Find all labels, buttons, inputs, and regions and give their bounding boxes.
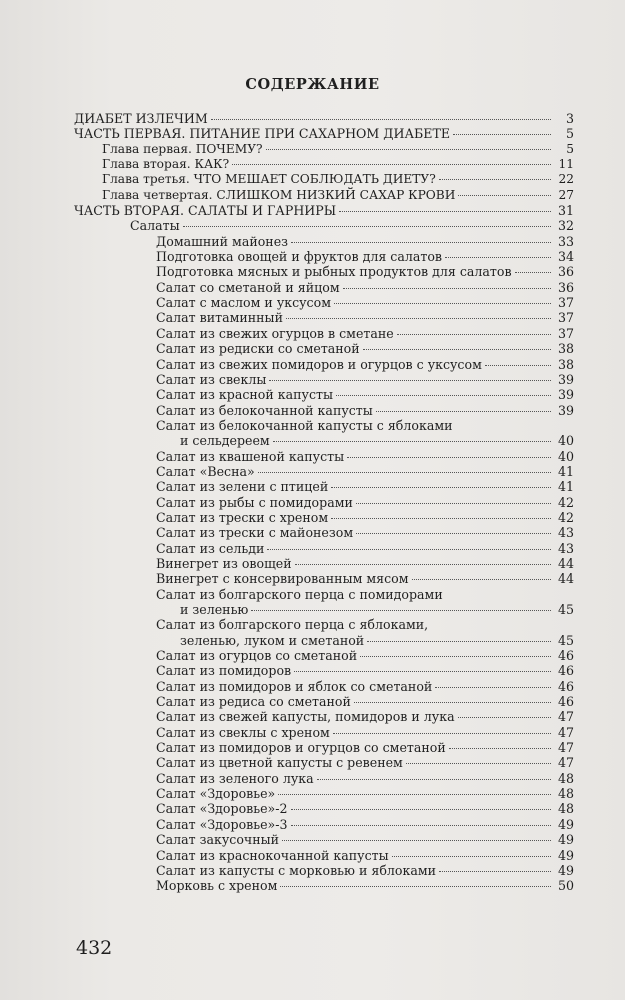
toc-entry xyxy=(74,142,574,157)
toc-entry-label: Винегрет с консервированным мясом xyxy=(156,571,409,587)
toc-entry-page: 47 xyxy=(557,724,574,740)
toc-entry-label: Подготовка овощей и фруктов для салатов xyxy=(156,249,442,265)
toc-entry xyxy=(74,464,574,479)
toc-entry xyxy=(74,571,574,586)
toc-entry-page: 49 xyxy=(557,832,574,848)
dot-leader xyxy=(286,317,551,319)
toc-entry-label: Салат из зелени с птицей xyxy=(156,479,329,495)
toc-entry-page: 40 xyxy=(557,433,574,449)
toc-entry xyxy=(74,602,574,617)
toc-entry-page: 40 xyxy=(557,448,574,464)
toc-entry xyxy=(74,310,574,325)
toc-entry-page: 47 xyxy=(557,755,574,771)
toc-entry-label: Салаты xyxy=(130,218,180,234)
toc-entry xyxy=(74,433,574,448)
toc-entry-page: 45 xyxy=(557,602,574,617)
toc-entry-page: 36 xyxy=(557,264,574,280)
toc-entry-page: 33 xyxy=(557,233,574,249)
toc-entry-label: Салат из огурцов со сметаной xyxy=(156,648,358,664)
dot-leader xyxy=(343,287,551,289)
toc-entry-page: 22 xyxy=(558,172,574,187)
toc-entry xyxy=(74,111,574,126)
toc-entry xyxy=(74,848,574,863)
toc-entry-page: 37 xyxy=(557,295,574,311)
toc-entry-label: Салат из свеклы xyxy=(156,371,267,387)
toc-entry-page: 42 xyxy=(557,509,574,525)
toc-entry xyxy=(74,679,574,694)
toc-entry-page: 39 xyxy=(557,402,574,418)
toc-entry-page: 39 xyxy=(557,387,574,403)
dot-leader xyxy=(183,225,551,227)
dot-leader xyxy=(445,256,551,258)
toc-entry-label: Салат из белокочанной капусты с яблоками xyxy=(156,417,453,433)
toc-entry-label: Салат из свежей капусты, помидоров и лука xyxy=(156,709,455,725)
dot-leader xyxy=(317,778,551,780)
toc-entry-page: 39 xyxy=(557,371,574,387)
toc-entry-page: 48 xyxy=(557,786,574,802)
toc-entry-page: 43 xyxy=(557,540,574,556)
toc-entry-label: Глава третья. ЧТО МЕШАЕТ СОБЛЮДАТЬ ДИЕТУ? xyxy=(102,172,436,187)
toc-entry-label: Салат из белокочанной капусты xyxy=(156,402,373,418)
dot-leader xyxy=(515,271,551,273)
toc-entry-label: Салат из сельди xyxy=(156,540,265,556)
toc-entry-page: 43 xyxy=(557,525,574,541)
toc-entry xyxy=(74,617,574,632)
toc-entry-page: 46 xyxy=(557,678,574,694)
dot-leader xyxy=(333,732,551,734)
toc-entry-page: 36 xyxy=(557,279,574,295)
dot-leader xyxy=(397,333,551,335)
toc-entry-label: Салат «Весна» xyxy=(156,463,255,479)
toc-entry-label: ДИАБЕТ ИЗЛЕЧИМ xyxy=(74,111,208,126)
dot-leader xyxy=(232,163,551,165)
toc-entry-page: 37 xyxy=(557,325,574,341)
toc-entry-page: 47 xyxy=(557,709,574,725)
toc-entry-label: Салат «Здоровье»-3 xyxy=(156,816,288,832)
dot-leader xyxy=(376,410,551,412)
toc-entry-page: 31 xyxy=(557,203,574,219)
dot-leader xyxy=(273,440,551,442)
dot-leader xyxy=(347,456,551,458)
toc-entry xyxy=(74,218,574,233)
dot-leader xyxy=(291,824,551,826)
toc-entry-page: 5 xyxy=(565,126,574,142)
toc-entry-page: 48 xyxy=(557,770,574,786)
dot-leader xyxy=(211,118,551,120)
toc-entry-label: Салат из квашеной капусты xyxy=(156,448,345,464)
toc-entry-label: Домашний майонез xyxy=(156,233,289,249)
dot-leader xyxy=(336,394,551,396)
dot-leader xyxy=(280,885,551,887)
toc-entry xyxy=(74,541,574,556)
toc-entry-label: Салат из трески с хреном xyxy=(156,509,329,525)
dot-leader xyxy=(356,532,551,534)
toc-entry xyxy=(74,786,574,801)
toc-entry xyxy=(74,832,574,847)
page-number: 432 xyxy=(76,937,113,959)
dot-leader xyxy=(367,640,551,642)
toc-entry-label: и сельдереем xyxy=(180,433,270,449)
toc-entry xyxy=(74,633,574,648)
dot-leader xyxy=(267,548,551,550)
toc-entry xyxy=(74,234,574,249)
toc-entry-label: Салат из редиса со сметаной xyxy=(156,694,351,710)
toc-entry xyxy=(74,479,574,494)
toc-entry xyxy=(74,203,574,218)
toc-entry xyxy=(74,295,574,310)
dot-leader xyxy=(412,578,551,580)
toc-entry-label: Салат «Здоровье»-2 xyxy=(156,801,288,817)
dot-leader xyxy=(266,148,551,150)
toc-entry-label: Салат из свежих огурцов в сметане xyxy=(156,325,394,341)
toc-entry xyxy=(74,709,574,724)
toc-entry-label: Салат из свежих помидоров и огурцов с уксусом xyxy=(156,356,482,372)
toc-entry-label: Салат витаминный xyxy=(156,310,283,326)
dot-leader xyxy=(354,701,551,703)
toc-entry xyxy=(74,264,574,279)
toc-entry xyxy=(74,418,574,433)
toc-entry-page: 44 xyxy=(557,555,574,571)
dot-leader xyxy=(363,348,551,350)
dot-leader xyxy=(291,808,551,810)
toc-entry-label: Салат из болгарского перца с яблоками, xyxy=(156,617,429,633)
toc-entry-label: Салат из краснокочанной капусты xyxy=(156,847,389,863)
toc-entry xyxy=(74,172,574,187)
toc-entry xyxy=(74,694,574,709)
toc-entry xyxy=(74,755,574,770)
toc-entry xyxy=(74,587,574,602)
dot-leader xyxy=(278,793,551,795)
toc-entry xyxy=(74,387,574,402)
toc-entry-label: и зеленью xyxy=(180,602,249,617)
dot-leader xyxy=(439,870,551,872)
toc-entry-label: Салат из помидоров xyxy=(156,663,292,679)
toc-entry-page: 49 xyxy=(557,847,574,863)
dot-leader xyxy=(406,762,551,764)
toc-entry xyxy=(74,495,574,510)
dot-leader xyxy=(435,686,551,688)
toc-entry xyxy=(74,878,574,893)
toc-entry-page: 49 xyxy=(557,816,574,832)
toc-entry-label: Салат с маслом и уксусом xyxy=(156,295,331,311)
toc-entry-label: Салат «Здоровье» xyxy=(156,786,276,802)
toc-entry xyxy=(74,341,574,356)
dot-leader xyxy=(356,502,551,504)
toc-entry xyxy=(74,249,574,264)
dot-leader xyxy=(282,839,551,841)
dot-leader xyxy=(439,178,551,180)
toc-entry xyxy=(74,725,574,740)
toc-entry-label: Салат из редиски со сметаной xyxy=(156,341,360,357)
toc-entry xyxy=(74,740,574,755)
dot-leader xyxy=(458,716,551,718)
toc-entry xyxy=(74,403,574,418)
toc-entry-label: Салат закусочный xyxy=(156,832,280,848)
dot-leader xyxy=(251,609,551,611)
toc-entry-page: 47 xyxy=(557,740,574,756)
toc-entry-page: 45 xyxy=(557,632,574,648)
toc-entry-page: 42 xyxy=(557,494,574,510)
toc-entry xyxy=(74,357,574,372)
toc-entry-label: Салат из болгарского перца с помидорами xyxy=(156,586,443,602)
toc-entry-label: Глава вторая. КАК? xyxy=(102,157,230,172)
toc-entry-label: Подготовка мясных и рыбных продуктов для салатов xyxy=(156,264,512,280)
dot-leader xyxy=(485,364,551,366)
toc-entry-label: Салат из рыбы с помидорами xyxy=(156,494,353,510)
toc-entry xyxy=(74,771,574,786)
toc-entry-label: Салат из зеленого лука xyxy=(156,770,314,786)
toc-entry-label: Салат из красной капусты xyxy=(156,387,333,403)
toc-entry-label: Салат из помидоров и яблок со сметаной xyxy=(156,678,433,694)
toc-entry xyxy=(74,157,574,172)
toc-entry-page: 3 xyxy=(565,111,574,126)
toc-entry xyxy=(74,188,574,203)
toc-entry xyxy=(74,280,574,295)
dot-leader xyxy=(339,210,551,212)
dot-leader xyxy=(269,379,551,381)
toc-entry-page: 5 xyxy=(566,141,574,156)
dot-leader xyxy=(458,194,551,196)
toc-entry-page: 27 xyxy=(558,187,574,202)
toc-entry-page: 46 xyxy=(557,648,574,664)
toc-entry-label: Винегрет из овощей xyxy=(156,555,292,571)
toc-entry xyxy=(74,126,574,141)
toc-entry-label: Глава первая. ПОЧЕМУ? xyxy=(102,141,263,156)
toc-entry-label: ЧАСТЬ ПЕРВАЯ. ПИТАНИЕ ПРИ САХАРНОМ ДИАБЕТЕ xyxy=(74,126,451,142)
toc-entry-page: 41 xyxy=(557,479,574,495)
toc-entry xyxy=(74,863,574,878)
toc-entry-page: 11 xyxy=(558,157,574,172)
toc-entry xyxy=(74,663,574,678)
toc-entry-page: 41 xyxy=(557,463,574,479)
toc-entry-page: 50 xyxy=(557,878,574,894)
toc-entry-page: 49 xyxy=(557,862,574,878)
dot-leader xyxy=(449,747,551,749)
dot-leader xyxy=(291,241,551,243)
toc-entry xyxy=(74,326,574,341)
dot-leader xyxy=(334,302,551,304)
toc-entry-page: 46 xyxy=(557,663,574,679)
page-title: СОДЕРЖАНИЕ xyxy=(245,76,380,93)
toc-entry-page: 32 xyxy=(557,218,574,234)
toc-entry xyxy=(74,801,574,816)
toc-entry-page: 38 xyxy=(557,356,574,372)
toc-entry-label: ЧАСТЬ ВТОРАЯ. САЛАТЫ И ГАРНИРЫ xyxy=(74,203,337,219)
toc-entry xyxy=(74,817,574,832)
toc-entry-label: Салат из капусты с морковью и яблоками xyxy=(156,862,437,878)
dot-leader xyxy=(295,563,551,565)
toc-entry-label: Салат из цветной капусты с ревенем xyxy=(156,755,403,771)
toc-entry-label: Салат из помидоров и огурцов со сметаной xyxy=(156,740,446,756)
toc-entry-page: 34 xyxy=(557,249,574,265)
dot-leader xyxy=(453,133,551,135)
dot-leader xyxy=(392,855,551,857)
dot-leader xyxy=(258,471,551,473)
toc-entry-page: 46 xyxy=(557,694,574,710)
dot-leader xyxy=(294,670,551,672)
toc-entry xyxy=(74,556,574,571)
toc-entry-page: 37 xyxy=(557,310,574,326)
toc-entry xyxy=(74,525,574,540)
toc-entry-page: 38 xyxy=(557,341,574,357)
dot-leader xyxy=(331,486,551,488)
toc-entry-label: Салат из свеклы с хреном xyxy=(156,724,330,740)
toc-entry xyxy=(74,510,574,525)
toc-entry-label: Морковь с хреном xyxy=(156,878,278,894)
toc-entry-label: зеленью, луком и сметаной xyxy=(180,632,365,648)
toc-entry xyxy=(74,372,574,387)
dot-leader xyxy=(360,655,551,657)
table-of-contents xyxy=(74,111,574,894)
toc-entry xyxy=(74,648,574,663)
toc-entry-page: 48 xyxy=(557,801,574,817)
toc-entry-label: Салат из трески с майонезом xyxy=(156,525,354,541)
dot-leader xyxy=(331,517,551,519)
toc-entry-label: Салат со сметаной и яйцом xyxy=(156,279,340,295)
toc-entry-page: 44 xyxy=(557,571,574,587)
toc-entry xyxy=(74,449,574,464)
toc-entry-label: Глава четвертая. СЛИШКОМ НИЗКИЙ САХАР КРОВИ xyxy=(102,187,456,202)
